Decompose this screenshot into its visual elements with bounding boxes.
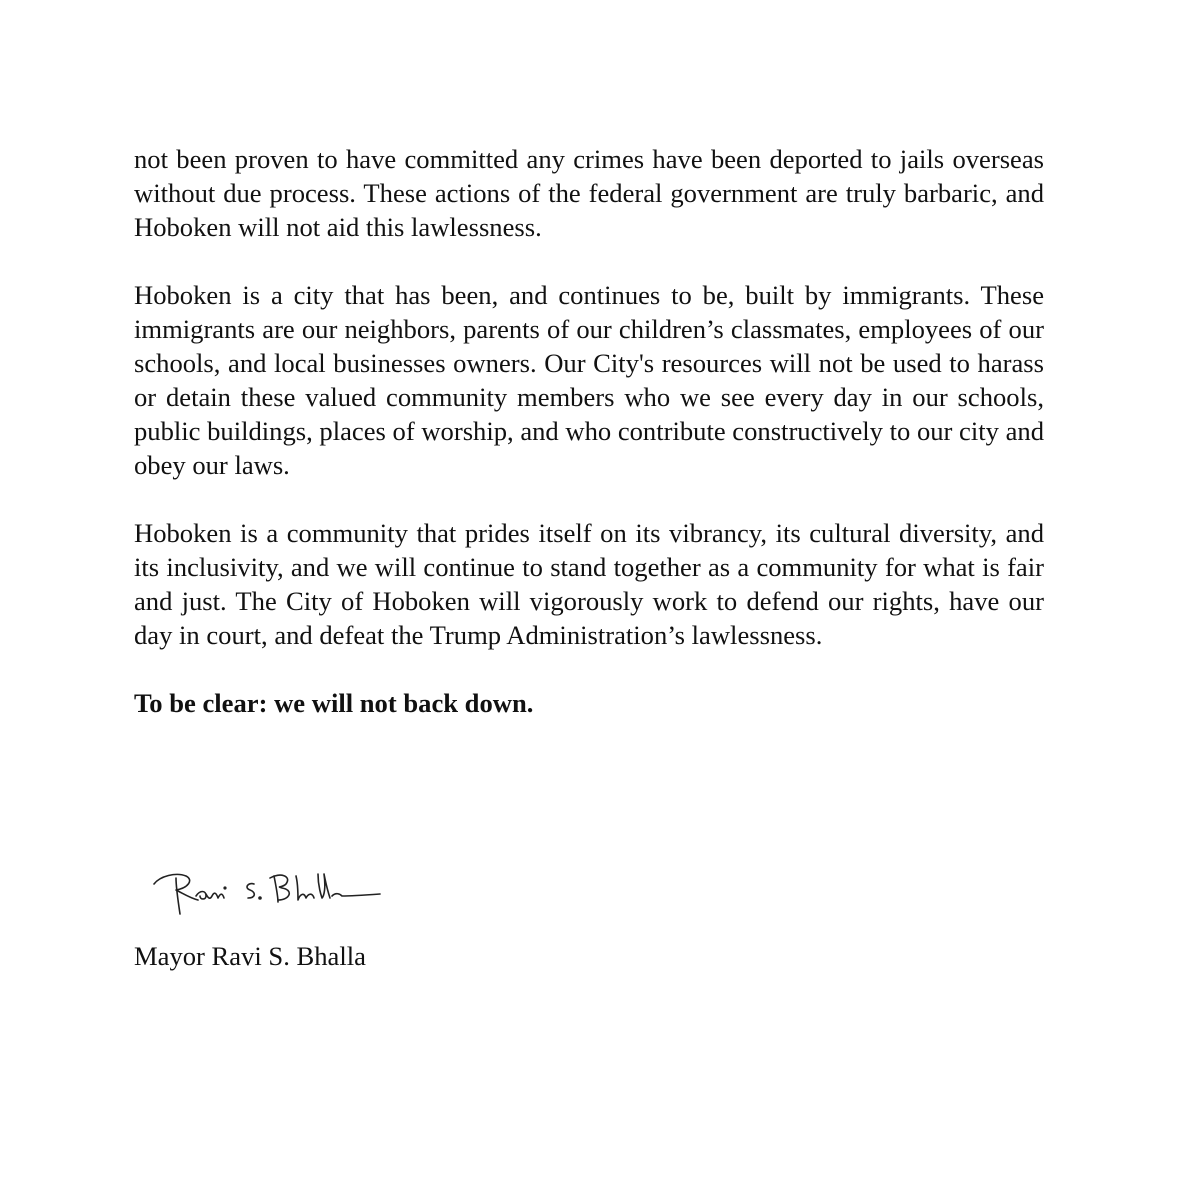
signature-image [146, 862, 446, 920]
paragraph-immigrants: Hoboken is a city that has been, and continues to be, built by immigrants. These immigrants are our neighbors, parents of our children’s classmates, employees of our schools, and local businesses owners. Our City's resources will not be used to harass or detain these valued community members who we see every day in our schools, public buildings, places of worship, and who contribute constructively to our city and obey our laws. [134, 280, 1044, 480]
letter-body [134, 142, 1044, 720]
closing-statement: To be clear: we will not back down. [134, 688, 534, 718]
handwritten-signature [146, 862, 446, 920]
signer-name: Mayor Ravi S. Bhalla [134, 941, 366, 971]
paragraph-due-process: not been proven to have committed any crimes have been deported to jails overseas without due process. These actions of the federal government are truly barbaric, and Hoboken will not aid this lawlessness. [134, 144, 1044, 242]
paragraph-community: Hoboken is a community that prides itself on its vibrancy, its cultural diversity, and its inclusivity, and we will continue to stand together as a community for what is fair and just. The City of Hoboken will vigorously work to defend our rights, have our day in court, and defeat the Trump Administration’s lawlessness. [134, 518, 1044, 650]
